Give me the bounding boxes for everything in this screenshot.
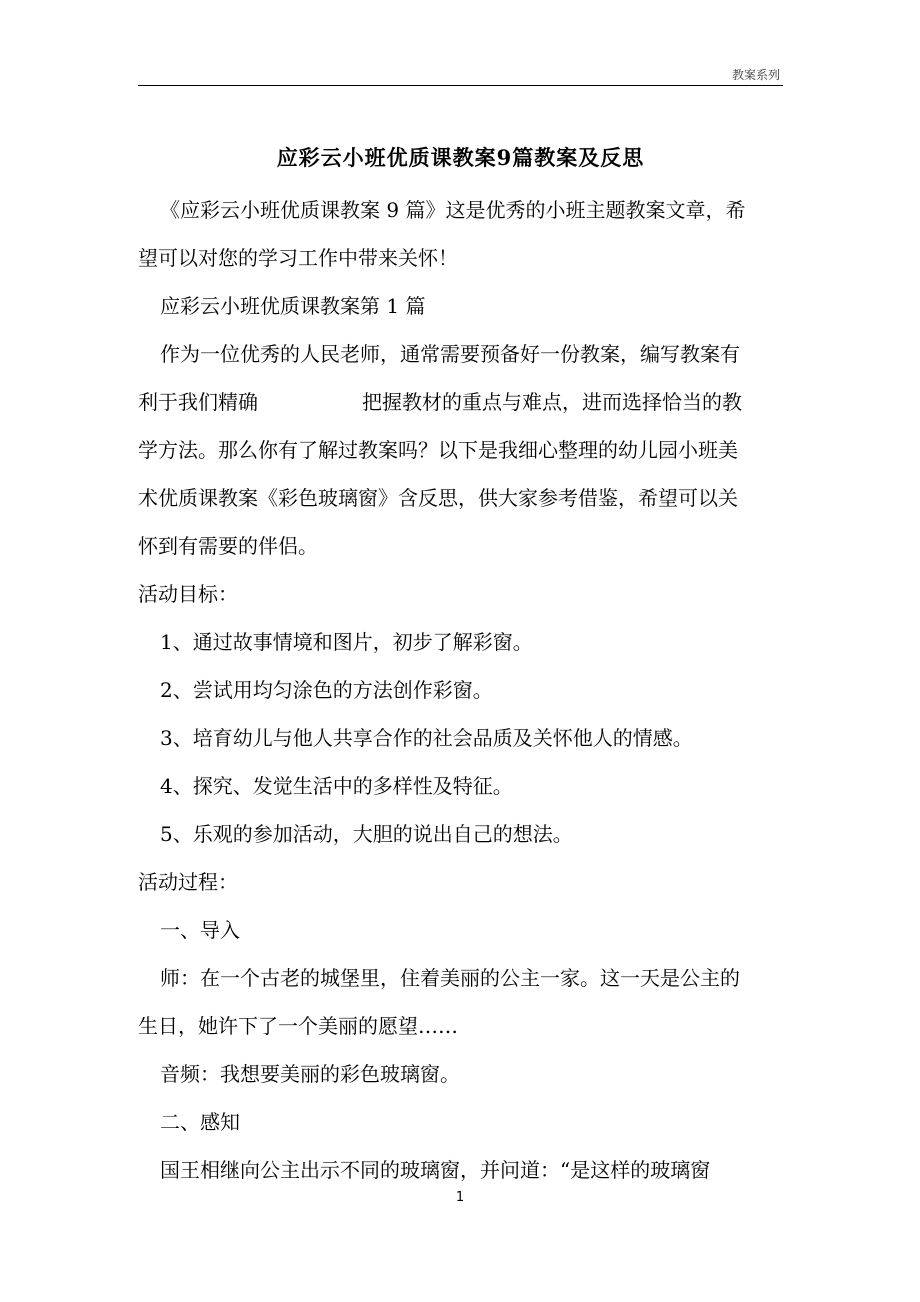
preface-line-2-end: 把握教材的重点与难点，进而选择恰当的教 [362, 390, 742, 414]
preface-line-3: 学方法。那么你有了解过教案吗？以下是我细心整理的幼儿园小班美 [138, 438, 738, 462]
section-2-heading: 二、感知 [160, 1110, 240, 1134]
section-1-heading: 一、导入 [160, 918, 240, 942]
goal-item: 2、尝试用均匀涂色的方法创作彩窗。 [160, 678, 493, 702]
preface-line-2-start: 利于我们精确 [138, 390, 258, 414]
preface-line-5: 怀到有需要的伴侣。 [138, 534, 318, 558]
header-series-label: 教案系列 [731, 68, 780, 82]
king-line: 国王相继向公主出示不同的玻璃窗，并问道：“是这样的玻璃窗 [160, 1158, 711, 1182]
teacher-line-1: 师：在一个古老的城堡里，住着美丽的公主一家。这一天是公主的 [160, 966, 740, 990]
goals-heading: 活动目标： [138, 582, 238, 606]
goal-item: 1、通过故事情境和图片，初步了解彩窗。 [160, 630, 533, 654]
intro-line-2: 望可以对您的学习工作中带来关怀！ [138, 246, 458, 270]
teacher-line-2: 生日，她许下了一个美丽的愿望…… [138, 1014, 458, 1038]
preface-line-1: 作为一位优秀的人民老师，通常需要预备好一份教案，编写教案有 [160, 342, 740, 366]
intro-line-1: 《应彩云小班优质课教案 9 篇》这是优秀的小班主题教案文章，希 [160, 198, 746, 222]
header-divider [138, 85, 783, 86]
document-body [138, 186, 783, 1194]
preface-line-2 [138, 378, 783, 426]
preface-line-4: 术优质课教案《彩色玻璃窗》含反思，供大家参考借鉴，希望可以关 [138, 486, 738, 510]
page-number: 1 [455, 1190, 465, 1205]
chapter-heading: 应彩云小班优质课教案第 1 篇 [160, 294, 426, 318]
document-title: 应彩云小班优质课教案9篇教案及反思 [276, 145, 645, 170]
goal-item: 4、探究、发觉生活中的多样性及特征。 [160, 774, 513, 798]
goal-item: 5、乐观的参加活动，大胆的说出自己的想法。 [160, 822, 573, 846]
goal-item: 3、培育幼儿与他人共享合作的社会品质及关怀他人的情感。 [160, 726, 693, 750]
audio-line: 音频：我想要美丽的彩色玻璃窗。 [160, 1062, 460, 1086]
process-heading: 活动过程： [138, 870, 238, 894]
